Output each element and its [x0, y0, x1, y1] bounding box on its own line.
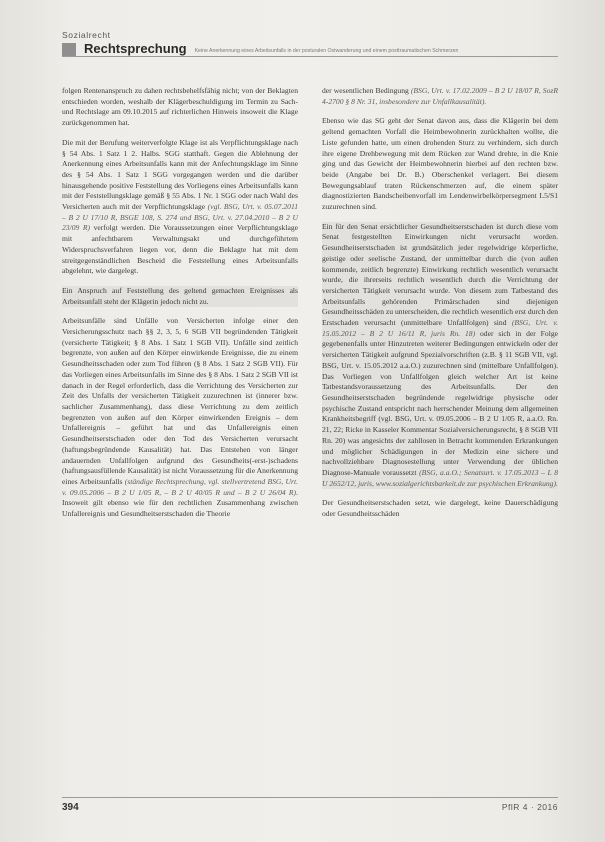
citation: (BSG, Urt. v. 17.02.2009 – B 2 U 18/07 R, SozR 4-2700 § 8 Nr. 31, insbesondere zur Unfallkausalität).: [322, 86, 558, 106]
paragraph: der wesentlichen Bedingung (BSG, Urt. v. 17.02.2009 – B 2 U 18/07 R, SozR 4-2700 § 8 Nr. 31, insbesondere zur Unfallkausalität).: [322, 86, 558, 106]
left-column: [62, 86, 298, 529]
running-header: [62, 41, 558, 57]
citation: (vgl. BSG, Urt. v. 05.07.2011 – B 2 U 17/10 R, BSGE 108, S. 274 und BSG, Urt. v. 27.04.2010 – B 2 U 23/09 R): [62, 202, 298, 233]
paragraph: Die mit der Berufung weiterverfolgte Klage ist als Verpflichtungsklage nach § 54 Abs. 1 Satz 1 2. Halbs. SGG statthaft. Gegen die Ablehnung der Anerkennung eines Arbeitsunfalls kann mit der Anfechtungsklage im Sinne des § 54 Abs. 1 Satz 1 SGG vorgegangen werden und die darüber hinausgehende positive Feststellung des Vorliegens eines Arbeitsunfalls kann mit der Feststellungsklage gemäß § 55 Abs. 1 Nr. 1 SGG oder nach Wahl des Versicherten auch mit der Verpflichtungsklage (vgl. BSG, Urt. v. 05.07.2011 – B 2 U 17/10 R, BSGE 108, S. 274 und BSG, Urt. v. 27.04.2010 – B 2 U 23/09 R) verfolgt werden. Die Voraussetzungen einer Verpflichtungsklage mit anfechtbarem Verwaltungsakt und durchgeführtem Widerspruchsverfahren liegen vor, denn die Beklagte hat mit dem streitgegenständlichen Bescheid die Feststellung eines Arbeitsunfalls abgelehnt, wie dargelegt.: [62, 137, 298, 276]
paragraph: Ebenso wie das SG geht der Senat davon aus, dass die Klägerin bei dem geltend gemachten Vorfall die Heimbewohnerin zurückhalten wollte, die Liste gefunden hatte, um einen drohenden Sturz zu verhindern, sich durch ihre eigene Drehbewegung mit dem Rücken zur Wand drehte, in die Knie ging und das Gewicht der Heimbewohnerin hierbei auf den rechten bzw. beide (Angabe bei Dr. B.) Oberschenkel verlagert. Bei diesem Bewegungsablauf traten Rückenschmerzen auf, die einem später diagnostizierten Bandscheibenvorfall im Lendenwirbelkörpersegment L5/S1 zuzurechnen sind.: [322, 116, 558, 212]
page-number: 394: [62, 802, 79, 813]
highlighted-paragraph: Ein für den Senat ersichtlicher Gesundheitserstschaden ist durch diese vom Senat festgestellten Einwirkungen nicht verursacht worden. Gesundheitserstschaden ist grundsätzlich jeder regelwidrige körperliche, geistige oder seelische Zustand, der unmittelbar durch die (von außen kommende, zeitlich begrenzte) Einwirkung rechtlich wesentlich verursacht wurde, die ihrerseits rechtlich wesentlich durch die Verrichtung der versicherten Tätigkeit verursacht wurde. Von diesem zum Tatbestand des Arbeitsunfalls gehörenden Primärschaden sind diejenigen Gesundheitsschäden zu unterscheiden, die rechtlich wesentlich erst durch den Erstschaden verursacht (unmittelbare Unfallfolgen) sind (BSG, Urt. v. 15.05.2012 – B 2 U 16/11 R, juris Rn. 18) oder sich in der Folge gegebenenfalls unter Hinzutreten weiterer Bedingungen entwickeln oder der versicherten Tätigkeit aufgrund Spezialvorschriften (z.B. § 11 SGB VII, vgl. BSG, Urt. v. 15.05.2012 a.a.O.) zuzurechnen sind (mittelbare Unfallfolgen). Das Vorliegen von Unfallfolgen gleich welcher Art ist keine Tatbestandsvoraussetzung des Arbeitsunfalls. Der den Gesundheitserstschaden begründende regelwidrige physische oder psychische Zustand entspricht nach herrschender Meinung dem allgemeinen Krankheitsbegriff (vgl. BSG, Urt. v. 09.05.2006 – B 2 U 1/05 R, a.a.O. Rn. 21, 22; Ricke in Kasseler Kommentar Sozialversicherungsrecht, § 8 SGB VII Rn. 20) was angesichts der zahllosen in Betracht kommenden Erkrankungen und möglicher Schädigungen in der Medizin eine sichere und nachvollziehbare Diagnosestellung unter Verwendung der üblichen Diagnose-Manuale voraussetzt (BSG, a.a.O.; Senatsurt. v. 17.05.2013 – L 8 U 2652/12, juris, www.sozialgerichtsbarkeit.de zur psychischen Erkrankung).: [322, 221, 558, 488]
right-column: [322, 86, 558, 529]
header-title: Rechtsprechung: [84, 41, 187, 56]
header-subtitle: Keine Anerkennung eines Arbeitsunfalls in der posturalen Ostwanderung und einem posttraumatischen Schmerzen: [194, 48, 459, 54]
page-footer: [62, 797, 558, 814]
issue-label: PflR 4 · 2016: [501, 802, 558, 812]
citation: (BSG, a.a.O.; Senatsurt. v. 17.05.2013 – L 8 U 2652/12, juris, www.sozialgerichtsbarkeit.de zur psychischen Erkrankung).: [322, 467, 558, 488]
citation: (BSG, Urt. v. 15.05.2012 – B 2 U 16/11 R, juris Rn. 18): [322, 318, 558, 338]
header-marker-block: [62, 43, 76, 56]
section-label: Sozialrecht: [62, 30, 111, 40]
paragraph: Der Gesundheitserstschaden setzt, wie dargelegt, keine Dauerschädigung oder Gesundheitsschäden: [322, 498, 558, 519]
paragraph: Arbeitsunfälle sind Unfälle von Versicherten infolge einer den Versicherungsschutz nach §§ 2, 3, 5, 6 SGB VII begründenden Tätigkeit (versicherte Tätigkeit; § 8 Abs. 1 Satz 1 SGB VII). Unfälle sind zeitlich begrenzte, von außen auf den Körper einwirkende Ereignisse, die zu einem Gesundheitsschaden oder zum Tod führen (§ 8 Abs. 1 Satz 2 SGB VII). Für das Vorliegen eines Arbeitsunfalls im Sinne des § 8 Abs. 1 Satz 2 SGB VII ist danach in der Regel erforderlich, dass die Verrichtung des Versicherten zur Zeit des Unfalls der versicherten Tätigkeit zuzurechnen ist (innerer bzw. sachlicher Zusammenhang), dass diese Verrichtung zu dem zeitlich begrenzten von außen auf den Körper einwirkenden Ereignis – dem Unfallereignis – geführt hat und das Unfallereignis einen Gesundheitserstschaden oder den Tod des Versicherten verursacht (haftungsbegründende Kausalität) hat. Das Entstehen von länger andauernden Unfallfolgen aufgrund des Gesundheits(-erst-)schadens (haftungsausfüllende Kausalität) ist nicht Voraussetzung für die Anerkennung eines Arbeitsunfalls (ständige Rechtsprechung, vgl. stellvertretend BSG, Urt. v. 09.05.2006 – B 2 U 1/05 R, – B 2 U 40/05 R und – B 2 U 26/04 R). Insoweit gilt ebenso wie für den rechtlichen Zusammenhang zwischen Unfallereignis und Gesundheitserstschaden die Theorie: [62, 316, 299, 519]
highlighted-paragraph: Ein Anspruch auf Feststellung des geltend gemachten Ereignisses als Arbeitsunfall steht der Klägerin jedoch nicht zu.: [62, 285, 298, 306]
paragraph: folgen Rentenanspruch zu dahen rechtsbehelfsfähig nicht; von der Beklagten entschieden worden, weshalb der Klägerbeschuldigung im Termin zu Sach- und Rechtslage am 09.10.2015 auf richterlichen Hinweis insoweit die Klage zurückgenommen hat.: [62, 86, 298, 128]
citation: (ständige Rechtsprechung, vgl. stellvertretend BSG, Urt. v. 09.05.2006 – B 2 U 1/05 R, – B 2 U 40/05 R und – B 2 U 26/04 R).: [62, 476, 299, 497]
